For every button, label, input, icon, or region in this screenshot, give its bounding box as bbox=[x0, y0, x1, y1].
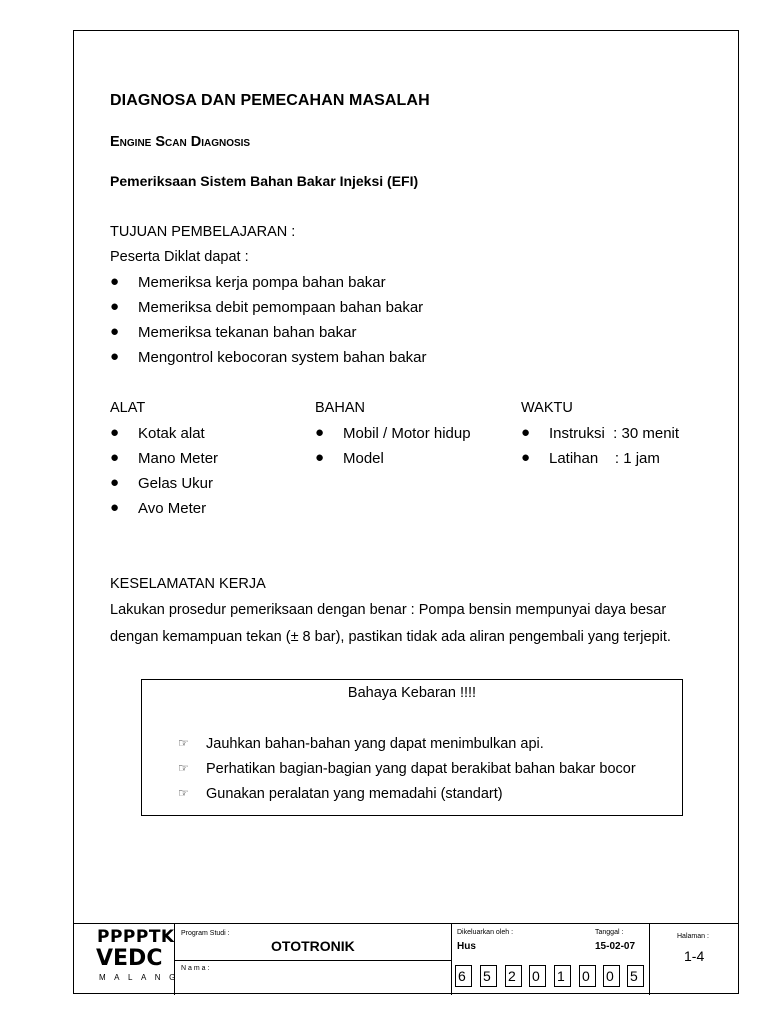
bullet-icon: ● bbox=[315, 449, 325, 466]
bullet-icon: ● bbox=[315, 424, 325, 441]
alat-heading: ALAT bbox=[110, 400, 146, 416]
warning-item: ☞ Perhatikan bagian-bagian yang dapat berakibat bahan bakar bocor bbox=[178, 761, 636, 777]
bullet-icon: ● bbox=[521, 424, 531, 441]
code-digit: 6 bbox=[455, 965, 472, 987]
bahan-heading: BAHAN bbox=[315, 400, 365, 416]
code-digit: 1 bbox=[554, 965, 571, 987]
code-digit: 5 bbox=[627, 965, 644, 987]
warning-box bbox=[141, 679, 683, 816]
bullet-icon: ● bbox=[110, 474, 120, 491]
objectives-intro: Peserta Diklat dapat : bbox=[110, 249, 249, 265]
bullet-icon: ● bbox=[110, 499, 120, 516]
logo-text-malang: MALANG bbox=[99, 973, 184, 982]
bullet-icon: ● bbox=[110, 348, 120, 365]
pointing-hand-icon: ☞ bbox=[178, 736, 189, 750]
bullet-icon: ● bbox=[110, 273, 120, 290]
waktu-heading: WAKTU bbox=[521, 400, 573, 416]
page-value: 1-4 bbox=[684, 948, 705, 964]
page-label: Halaman : bbox=[677, 933, 709, 940]
document-subtitle: Engine Scan Diagnosis bbox=[110, 134, 251, 150]
bullet-icon: ● bbox=[110, 449, 120, 466]
date-value: 15-02-07 bbox=[595, 941, 636, 952]
objectives-heading: TUJUAN PEMBELAJARAN : bbox=[110, 224, 296, 240]
footer bbox=[73, 923, 739, 994]
bullet-icon: ● bbox=[110, 298, 120, 315]
document-title: DIAGNOSA DAN PEMECAHAN MASALAH bbox=[110, 92, 430, 109]
safety-text-line1: Lakukan prosedur pemeriksaan dengan benar : Pompa bensin mempunyai daya besar bbox=[110, 602, 667, 618]
code-digit: 0 bbox=[529, 965, 546, 987]
bullet-icon: ● bbox=[521, 449, 531, 466]
warning-item: ☞ Jauhkan bahan-bahan yang dapat menimbulkan api. bbox=[178, 736, 544, 752]
logo-text-pppptk: PPPPTK bbox=[97, 927, 175, 947]
safety-heading: KESELAMATAN KERJA bbox=[110, 576, 266, 592]
code-digit: 2 bbox=[505, 965, 522, 987]
issued-value: Hus bbox=[457, 941, 476, 952]
bullet-icon: ● bbox=[110, 424, 120, 441]
program-value: OTOTRONIK bbox=[271, 938, 355, 954]
bullet-icon: ● bbox=[110, 323, 120, 340]
date-label: Tanggal : bbox=[595, 929, 624, 936]
program-label: Program Studi : bbox=[181, 930, 230, 937]
warning-item: ☞ Gunakan peralatan yang memadahi (standart) bbox=[178, 786, 503, 802]
section-heading: Pemeriksaan Sistem Bahan Bakar Injeksi (EFI) bbox=[110, 173, 419, 189]
logo-text-vedc: VEDC bbox=[96, 946, 163, 971]
code-digit: 0 bbox=[603, 965, 620, 987]
pointing-hand-icon: ☞ bbox=[178, 761, 189, 775]
code-digit: 0 bbox=[579, 965, 596, 987]
pointing-hand-icon: ☞ bbox=[178, 786, 189, 800]
nama-label: N a m a : bbox=[181, 965, 210, 972]
warning-title: Bahaya Kebaran !!!! bbox=[347, 685, 477, 701]
issued-label: Dikeluarkan oleh : bbox=[457, 929, 514, 936]
code-digit: 5 bbox=[480, 965, 497, 987]
safety-text-line2: dengan kemampuan tekan (± 8 bar), pastikan tidak ada aliran pengembali yang terjepit. bbox=[110, 629, 671, 645]
